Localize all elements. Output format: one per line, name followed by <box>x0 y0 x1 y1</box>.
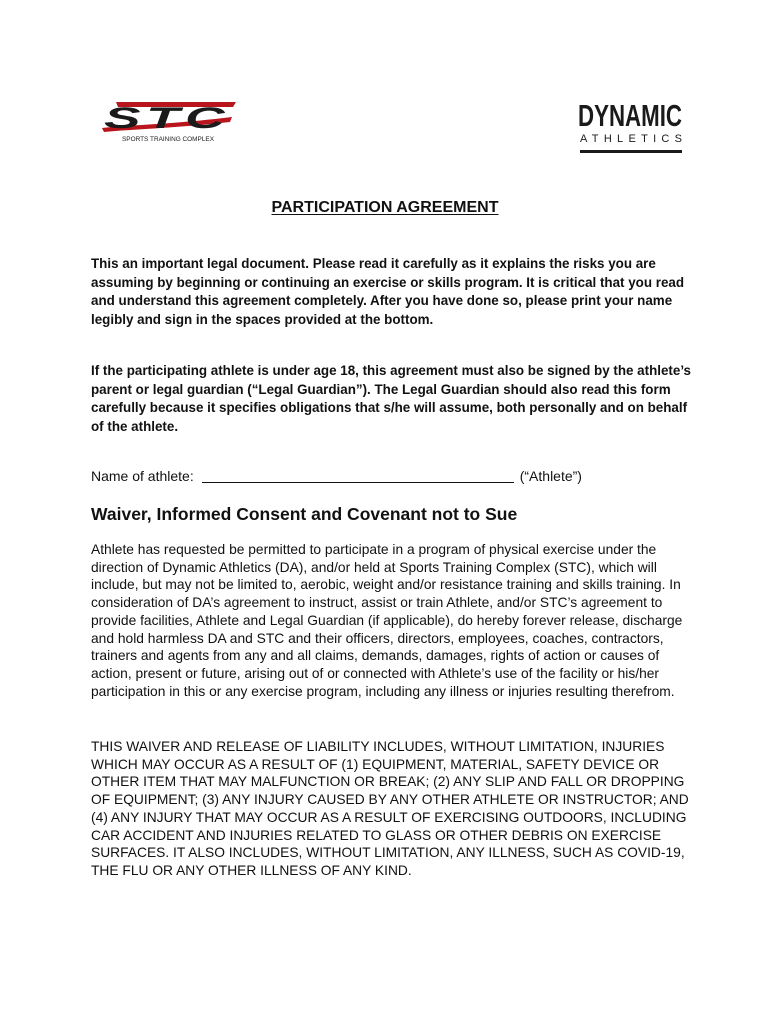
stc-wordmark: STC <box>104 102 230 135</box>
liability-paragraph: THIS WAIVER AND RELEASE OF LIABILITY INCLUDES, WITHOUT LIMITATION, INJURIES WHICH MAY OCCUR AS A RESULT OF (1) EQUIPMENT, MATERIAL, SAFETY DEVICE OR OTHER ITEM THAT MAY MALFUNCTION OR BREAK; (2) ANY SLIP AND FALL OR DROPPING OF EQUIPMENT; (3) ANY INJURY CAUSED BY ANY OTHER ATHLETE OR INSTRUCTOR; AND (4) ANY INJURY THAT MAY OCCUR AS A RESULT OF EXERCISING OUTDOORS, INCLUDING CAR ACCIDENT AND INJURIES RELATED TO GLASS OR OTHER DEBRIS ON EXERCISE SURFACES. IT ALSO INCLUDES, WITHOUT LIMITATION, ANY ILLNESS, SUCH AS COVID-19, THE FLU OR ANY OTHER ILLNESS OF ANY KIND. <box>91 739 689 878</box>
waiver-paragraph: Athlete has requested be permitted to participate in a program of physical exercise under the direction of Dynamic Athletics (DA), and/or held at Sports Training Complex (STC), which will include, but may not be limited to, aerobic, weight and/or resistance training and skills training. In consideration of DA’s agreement to instruct, assist or train Athlete, and/or STC’s agreement to provide facilities, Athlete and Legal Guardian (if applicable), do hereby forever release, discharge and hold harmless DA and STC and their officers, directors, employees, coaches, contractors, trainers and agents from any and all claims, demands, damages, rights of action or causes of action, present or future, arising out of or connected with Athlete’s use of the facility or his/her participation in this or any exercise program, including any illness or injuries resulting therefrom. <box>91 542 683 699</box>
athlete-name-field[interactable] <box>202 468 514 483</box>
dynamic-athletics-logo <box>576 92 686 156</box>
intro-paragraph: This an important legal document. Please read it carefully as it explains the risks you are assuming by beginning or continuing an exercise or skills program. It is critical that you read and understand this agreement completely. After you have done so, please print your name legibly and sign in the spaces provided at the bottom. <box>91 256 685 327</box>
document-title: PARTICIPATION AGREEMENT <box>271 199 499 216</box>
stc-logo <box>96 98 238 146</box>
athlete-name-label: Name of athlete: <box>91 468 194 484</box>
athlete-name-suffix: (“Athlete”) <box>519 468 582 484</box>
athletics-wordmark: ATHLETICS <box>580 133 682 145</box>
dynamic-underline <box>580 150 682 153</box>
dynamic-wordmark: DYNAMIC <box>578 98 682 133</box>
waiver-section-heading: Waiver, Informed Consent and Covenant not to Sue <box>91 504 518 524</box>
stc-tagline: SPORTS TRAINING COMPLEX <box>122 137 214 143</box>
athlete-name-row <box>91 468 582 484</box>
minor-notice-paragraph: If the participating athlete is under age 18, this agreement must also be signed by the athlete’s parent or legal guardian (“Legal Guardian”). The Legal Guardian should also read this form carefully because it specifies obligations that s/he will assume, both personally and on behalf of the athlete. <box>91 363 691 434</box>
